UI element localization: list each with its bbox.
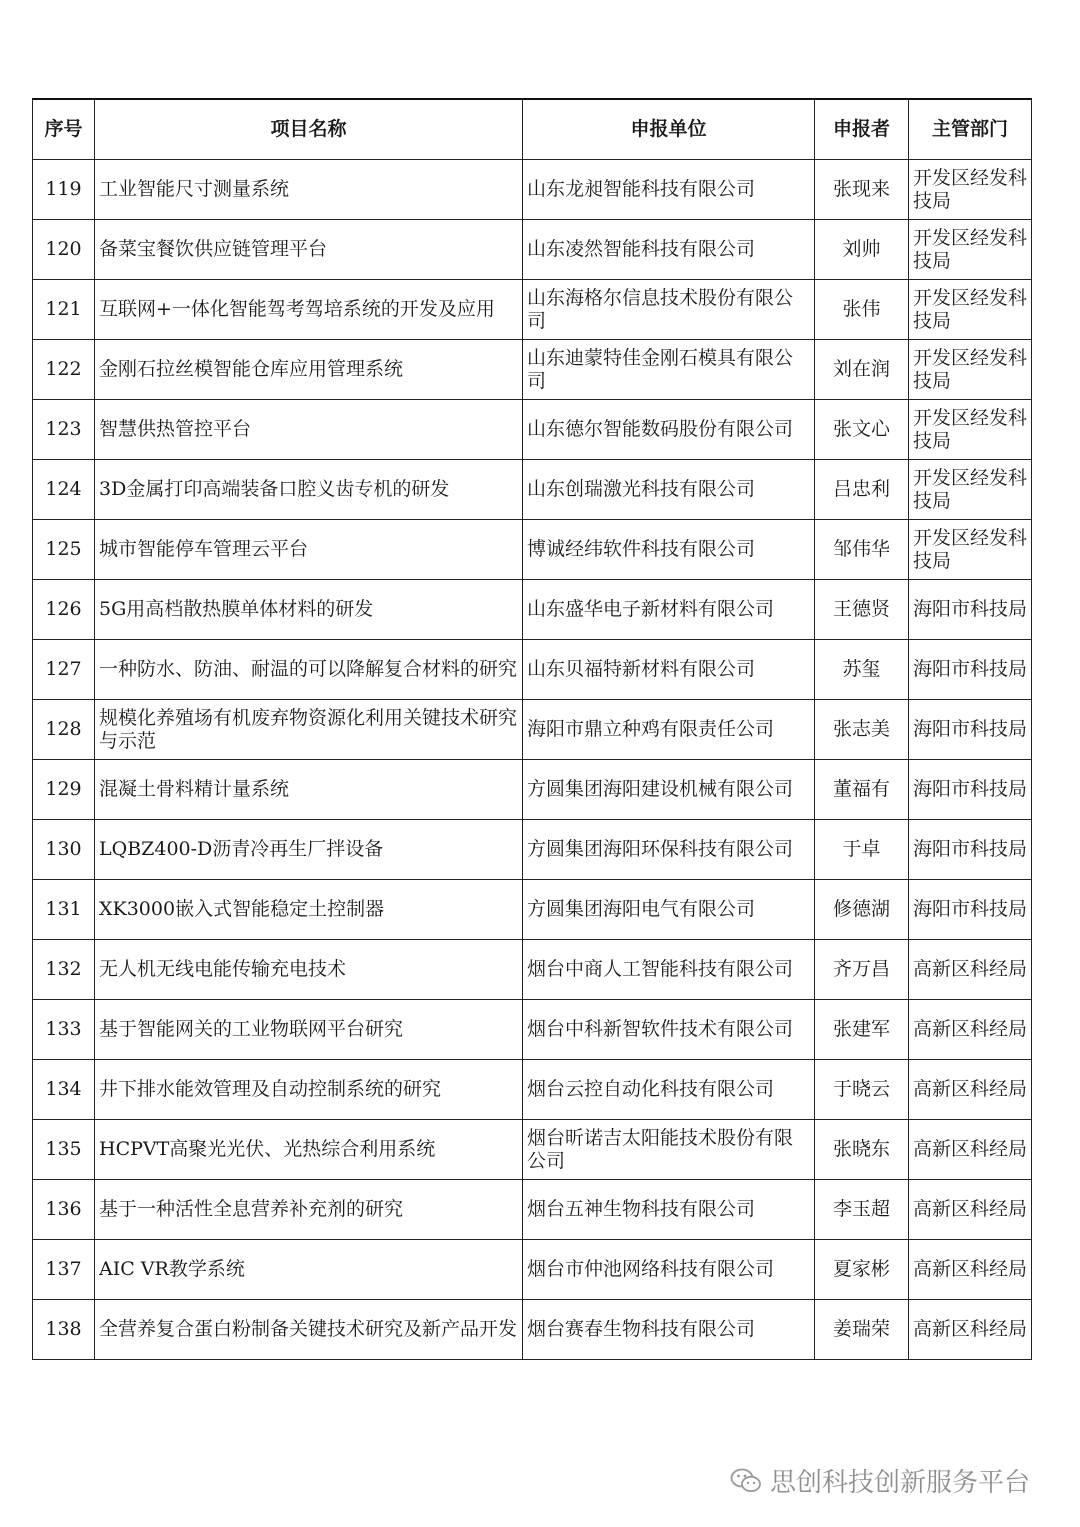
- cell-applicant-unit: 烟台市仲池网络科技有限公司: [523, 1240, 815, 1300]
- cell-applicant: 于卓: [815, 820, 909, 880]
- table-row: [33, 1060, 1032, 1120]
- cell-project-name: 3D金属打印高端装备口腔义齿专机的研发: [95, 460, 523, 520]
- cell-applicant-unit: 烟台赛春生物科技有限公司: [523, 1300, 815, 1360]
- table-row: [33, 220, 1032, 280]
- cell-department: 高新区科经局: [909, 1000, 1032, 1060]
- cell-applicant: 姜瑞荣: [815, 1300, 909, 1360]
- cell-department: 海阳市科技局: [909, 640, 1032, 700]
- cell-project-name: 基于一种活性全息营养补充剂的研究: [95, 1180, 523, 1240]
- cell-project-name: XK3000嵌入式智能稳定土控制器: [95, 880, 523, 940]
- wechat-icon: [730, 1467, 762, 1495]
- watermark-text: 思创科技创新服务平台: [770, 1468, 1031, 1498]
- cell-project-name: 混凝土骨料精计量系统: [95, 760, 523, 820]
- cell-applicant: 于晓云: [815, 1060, 909, 1120]
- cell-department: 海阳市科技局: [909, 760, 1032, 820]
- cell-project-name: 井下排水能效管理及自动控制系统的研究: [95, 1060, 523, 1120]
- cell-department: 高新区科经局: [909, 1180, 1032, 1240]
- table-row: [33, 1240, 1032, 1300]
- cell-project-name: 规模化养殖场有机废弃物资源化利用关键技术研究与示范: [95, 700, 523, 760]
- cell-department: 开发区经发科技局: [909, 160, 1032, 220]
- table-header-row: [33, 99, 1032, 160]
- cell-no: 123: [33, 400, 95, 460]
- cell-project-name: 基于智能网关的工业物联网平台研究: [95, 1000, 523, 1060]
- table-row: [33, 340, 1032, 400]
- header-person: 申报者: [815, 99, 909, 160]
- cell-department: 开发区经发科技局: [909, 220, 1032, 280]
- table-row: [33, 580, 1032, 640]
- cell-applicant: 张建军: [815, 1000, 909, 1060]
- table-row: [33, 640, 1032, 700]
- cell-applicant-unit: 山东创瑞激光科技有限公司: [523, 460, 815, 520]
- cell-applicant-unit: 山东德尔智能数码股份有限公司: [523, 400, 815, 460]
- cell-applicant-unit: 方圆集团海阳电气有限公司: [523, 880, 815, 940]
- cell-project-name: 互联网+一体化智能驾考驾培系统的开发及应用: [95, 280, 523, 340]
- cell-applicant-unit: 烟台五神生物科技有限公司: [523, 1180, 815, 1240]
- cell-project-name: 智慧供热管控平台: [95, 400, 523, 460]
- cell-no: 124: [33, 460, 95, 520]
- cell-department: 高新区科经局: [909, 1060, 1032, 1120]
- cell-project-name: 无人机无线电能传输充电技术: [95, 940, 523, 1000]
- cell-no: 122: [33, 340, 95, 400]
- cell-no: 138: [33, 1300, 95, 1360]
- cell-no: 120: [33, 220, 95, 280]
- cell-applicant-unit: 山东盛华电子新材料有限公司: [523, 580, 815, 640]
- cell-department: 开发区经发科技局: [909, 460, 1032, 520]
- cell-applicant-unit: 山东龙昶智能科技有限公司: [523, 160, 815, 220]
- header-name: 项目名称: [95, 99, 523, 160]
- table-row: [33, 760, 1032, 820]
- table-row: [33, 160, 1032, 220]
- cell-applicant: 苏玺: [815, 640, 909, 700]
- cell-department: 开发区经发科技局: [909, 340, 1032, 400]
- cell-no: 132: [33, 940, 95, 1000]
- cell-department: 海阳市科技局: [909, 880, 1032, 940]
- cell-project-name: 一种防水、防油、耐温的可以降解复合材料的研究: [95, 640, 523, 700]
- table-body: [33, 160, 1032, 1360]
- cell-department: 高新区科经局: [909, 1240, 1032, 1300]
- cell-project-name: 备菜宝餐饮供应链管理平台: [95, 220, 523, 280]
- cell-applicant-unit: 方圆集团海阳环保科技有限公司: [523, 820, 815, 880]
- cell-applicant: 王德贤: [815, 580, 909, 640]
- cell-applicant: 刘在润: [815, 340, 909, 400]
- cell-project-name: 全营养复合蛋白粉制备关键技术研究及新产品开发: [95, 1300, 523, 1360]
- cell-no: 119: [33, 160, 95, 220]
- table-row: [33, 1120, 1032, 1180]
- cell-applicant: 张晓东: [815, 1120, 909, 1180]
- cell-no: 135: [33, 1120, 95, 1180]
- cell-applicant: 李玉超: [815, 1180, 909, 1240]
- cell-project-name: LQBZ400-D沥青冷再生厂拌设备: [95, 820, 523, 880]
- cell-applicant-unit: 烟台云控自动化科技有限公司: [523, 1060, 815, 1120]
- cell-applicant-unit: 烟台昕诺吉太阳能技术股份有限公司: [523, 1120, 815, 1180]
- cell-no: 121: [33, 280, 95, 340]
- table-row: [33, 1000, 1032, 1060]
- header-dept: 主管部门: [909, 99, 1032, 160]
- cell-applicant: 刘帅: [815, 220, 909, 280]
- cell-project-name: 金刚石拉丝模智能仓库应用管理系统: [95, 340, 523, 400]
- cell-project-name: 5G用高档散热膜单体材料的研发: [95, 580, 523, 640]
- cell-department: 开发区经发科技局: [909, 520, 1032, 580]
- table-row: [33, 520, 1032, 580]
- cell-applicant-unit: 烟台中商人工智能科技有限公司: [523, 940, 815, 1000]
- cell-no: 130: [33, 820, 95, 880]
- cell-applicant-unit: 山东迪蒙特佳金刚石模具有限公司: [523, 340, 815, 400]
- cell-applicant-unit: 烟台中科新智软件技术有限公司: [523, 1000, 815, 1060]
- table-row: [33, 1300, 1032, 1360]
- cell-applicant-unit: 山东凌然智能科技有限公司: [523, 220, 815, 280]
- cell-department: 海阳市科技局: [909, 820, 1032, 880]
- cell-applicant-unit: 博诚经纬软件科技有限公司: [523, 520, 815, 580]
- cell-project-name: HCPVT高聚光光伏、光热综合利用系统: [95, 1120, 523, 1180]
- cell-department: 高新区科经局: [909, 1120, 1032, 1180]
- cell-no: 136: [33, 1180, 95, 1240]
- cell-department: 开发区经发科技局: [909, 280, 1032, 340]
- header-no: 序号: [33, 99, 95, 160]
- cell-no: 134: [33, 1060, 95, 1120]
- table-row: [33, 400, 1032, 460]
- cell-applicant-unit: 山东贝福特新材料有限公司: [523, 640, 815, 700]
- cell-applicant: 修德湖: [815, 880, 909, 940]
- cell-applicant: 邹伟华: [815, 520, 909, 580]
- cell-applicant: 吕忠利: [815, 460, 909, 520]
- cell-applicant-unit: 海阳市鼎立种鸡有限责任公司: [523, 700, 815, 760]
- cell-no: 125: [33, 520, 95, 580]
- cell-applicant: 张志美: [815, 700, 909, 760]
- cell-department: 海阳市科技局: [909, 700, 1032, 760]
- cell-no: 127: [33, 640, 95, 700]
- cell-applicant: 董福有: [815, 760, 909, 820]
- table-row: [33, 880, 1032, 940]
- table-row: [33, 1180, 1032, 1240]
- table-row: [33, 280, 1032, 340]
- cell-project-name: AIC VR教学系统: [95, 1240, 523, 1300]
- cell-no: 137: [33, 1240, 95, 1300]
- table-row: [33, 460, 1032, 520]
- cell-department: 开发区经发科技局: [909, 400, 1032, 460]
- table-row: [33, 820, 1032, 880]
- cell-no: 129: [33, 760, 95, 820]
- cell-applicant: 张文心: [815, 400, 909, 460]
- table-row: [33, 940, 1032, 1000]
- project-table: [32, 98, 1032, 1360]
- cell-applicant: 张伟: [815, 280, 909, 340]
- cell-department: 高新区科经局: [909, 940, 1032, 1000]
- table-row: [33, 700, 1032, 760]
- watermark: [730, 1462, 1030, 1499]
- cell-applicant-unit: 方圆集团海阳建设机械有限公司: [523, 760, 815, 820]
- cell-project-name: 工业智能尺寸测量系统: [95, 160, 523, 220]
- cell-applicant: 齐万昌: [815, 940, 909, 1000]
- cell-department: 海阳市科技局: [909, 580, 1032, 640]
- cell-department: 高新区科经局: [909, 1300, 1032, 1360]
- cell-project-name: 城市智能停车管理云平台: [95, 520, 523, 580]
- cell-applicant-unit: 山东海格尔信息技术股份有限公司: [523, 280, 815, 340]
- cell-no: 126: [33, 580, 95, 640]
- header-unit: 申报单位: [523, 99, 815, 160]
- cell-applicant: 夏家彬: [815, 1240, 909, 1300]
- cell-no: 128: [33, 700, 95, 760]
- cell-applicant: 张现来: [815, 160, 909, 220]
- cell-no: 133: [33, 1000, 95, 1060]
- cell-no: 131: [33, 880, 95, 940]
